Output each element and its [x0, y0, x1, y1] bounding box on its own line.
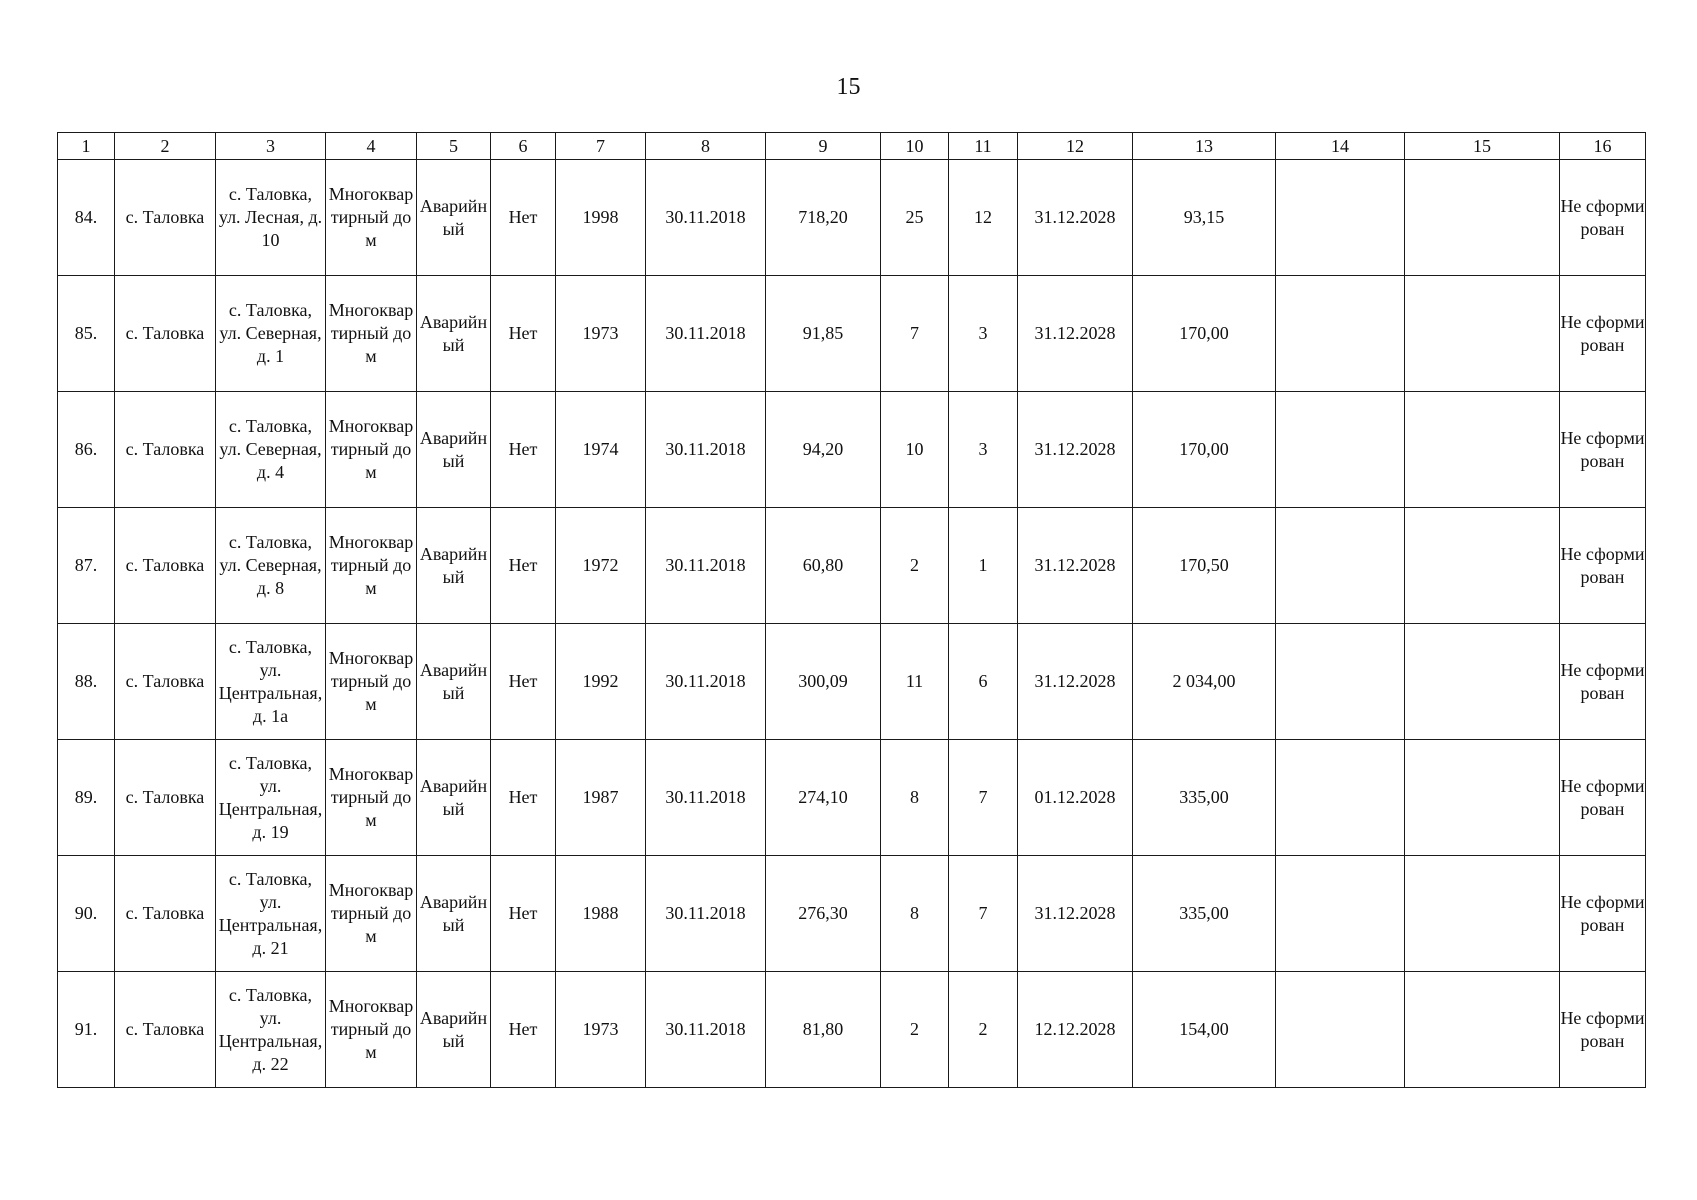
residents-cell: 2 — [881, 508, 949, 624]
residents-cell: 10 — [881, 392, 949, 508]
premises-cell: 7 — [949, 740, 1018, 856]
area-cell: 300,09 — [766, 624, 881, 740]
status-cell: Не сформирован — [1560, 856, 1646, 972]
column-header: 10 — [881, 133, 949, 160]
address-cell: с. Таловка, ул. Лесная, д. 10 — [216, 160, 326, 276]
empty-cell — [1405, 508, 1560, 624]
settlement-cell: с. Таловка — [115, 276, 216, 392]
state-cell: Аварийный — [417, 508, 491, 624]
row-number-cell: 91. — [58, 972, 115, 1088]
row-number-cell: 89. — [58, 740, 115, 856]
recognized-date-cell: 30.11.2018 — [646, 624, 766, 740]
empty-cell — [1276, 392, 1405, 508]
house-type-cell: Многоквартирный дом — [326, 508, 417, 624]
cost-cell: 170,50 — [1133, 508, 1276, 624]
year-cell: 1988 — [556, 856, 646, 972]
empty-cell — [1276, 624, 1405, 740]
page-number: 15 — [836, 74, 861, 100]
residents-cell: 8 — [881, 856, 949, 972]
empty-cell — [1276, 856, 1405, 972]
settlement-cell: с. Таловка — [115, 856, 216, 972]
relocation-date-cell: 31.12.2028 — [1018, 160, 1133, 276]
column-header: 8 — [646, 133, 766, 160]
area-cell: 276,30 — [766, 856, 881, 972]
table-row — [58, 856, 1646, 972]
table-row — [58, 508, 1646, 624]
column-number-row — [58, 133, 1646, 160]
status-cell: Не сформирован — [1560, 160, 1646, 276]
table-row — [58, 624, 1646, 740]
residents-cell: 7 — [881, 276, 949, 392]
relocation-date-cell: 01.12.2028 — [1018, 740, 1133, 856]
year-cell: 1974 — [556, 392, 646, 508]
residents-cell: 25 — [881, 160, 949, 276]
column-header: 4 — [326, 133, 417, 160]
house-type-cell: Многоквартирный дом — [326, 160, 417, 276]
column-header: 15 — [1405, 133, 1560, 160]
address-cell: с. Таловка, ул. Центральная, д. 22 — [216, 972, 326, 1088]
flag-cell: Нет — [491, 624, 556, 740]
empty-cell — [1276, 508, 1405, 624]
empty-cell — [1276, 972, 1405, 1088]
address-cell: с. Таловка, ул. Центральная, д. 1а — [216, 624, 326, 740]
column-header: 14 — [1276, 133, 1405, 160]
area-cell: 60,80 — [766, 508, 881, 624]
table-row — [58, 276, 1646, 392]
flag-cell: Нет — [491, 276, 556, 392]
table-row — [58, 160, 1646, 276]
empty-cell — [1405, 740, 1560, 856]
house-type-cell: Многоквартирный дом — [326, 276, 417, 392]
state-cell: Аварийный — [417, 856, 491, 972]
state-cell: Аварийный — [417, 972, 491, 1088]
table-header — [58, 133, 1646, 160]
cost-cell: 93,15 — [1133, 160, 1276, 276]
settlement-cell: с. Таловка — [115, 392, 216, 508]
house-type-cell: Многоквартирный дом — [326, 856, 417, 972]
area-cell: 274,10 — [766, 740, 881, 856]
state-cell: Аварийный — [417, 624, 491, 740]
relocation-date-cell: 12.12.2028 — [1018, 972, 1133, 1088]
empty-cell — [1405, 276, 1560, 392]
table-body — [58, 160, 1646, 1088]
flag-cell: Нет — [491, 740, 556, 856]
column-header: 1 — [58, 133, 115, 160]
column-header: 6 — [491, 133, 556, 160]
column-header: 13 — [1133, 133, 1276, 160]
status-cell: Не сформирован — [1560, 972, 1646, 1088]
premises-cell: 3 — [949, 392, 1018, 508]
recognized-date-cell: 30.11.2018 — [646, 160, 766, 276]
column-header: 5 — [417, 133, 491, 160]
relocation-date-cell: 31.12.2028 — [1018, 392, 1133, 508]
status-cell: Не сформирован — [1560, 624, 1646, 740]
row-number-cell: 88. — [58, 624, 115, 740]
recognized-date-cell: 30.11.2018 — [646, 392, 766, 508]
year-cell: 1973 — [556, 972, 646, 1088]
settlement-cell: с. Таловка — [115, 160, 216, 276]
row-number-cell: 87. — [58, 508, 115, 624]
residents-cell: 8 — [881, 740, 949, 856]
empty-cell — [1276, 740, 1405, 856]
premises-cell: 6 — [949, 624, 1018, 740]
year-cell: 1998 — [556, 160, 646, 276]
year-cell: 1972 — [556, 508, 646, 624]
recognized-date-cell: 30.11.2018 — [646, 276, 766, 392]
area-cell: 91,85 — [766, 276, 881, 392]
settlement-cell: с. Таловка — [115, 624, 216, 740]
area-cell: 718,20 — [766, 160, 881, 276]
status-cell: Не сформирован — [1560, 508, 1646, 624]
column-header: 12 — [1018, 133, 1133, 160]
status-cell: Не сформирован — [1560, 276, 1646, 392]
relocation-date-cell: 31.12.2028 — [1018, 276, 1133, 392]
relocation-date-cell: 31.12.2028 — [1018, 508, 1133, 624]
year-cell: 1987 — [556, 740, 646, 856]
area-cell: 81,80 — [766, 972, 881, 1088]
flag-cell: Нет — [491, 160, 556, 276]
state-cell: Аварийный — [417, 740, 491, 856]
column-header: 3 — [216, 133, 326, 160]
state-cell: Аварийный — [417, 160, 491, 276]
empty-cell — [1405, 972, 1560, 1088]
empty-cell — [1405, 624, 1560, 740]
column-header: 2 — [115, 133, 216, 160]
empty-cell — [1276, 276, 1405, 392]
housing-registry-table — [57, 132, 1646, 1088]
row-number-cell: 86. — [58, 392, 115, 508]
house-type-cell: Многоквартирный дом — [326, 392, 417, 508]
column-header: 11 — [949, 133, 1018, 160]
address-cell: с. Таловка, ул. Северная, д. 8 — [216, 508, 326, 624]
status-cell: Не сформирован — [1560, 740, 1646, 856]
state-cell: Аварийный — [417, 276, 491, 392]
house-type-cell: Многоквартирный дом — [326, 624, 417, 740]
residents-cell: 11 — [881, 624, 949, 740]
recognized-date-cell: 30.11.2018 — [646, 856, 766, 972]
cost-cell: 335,00 — [1133, 740, 1276, 856]
flag-cell: Нет — [491, 856, 556, 972]
column-header: 9 — [766, 133, 881, 160]
table-row — [58, 972, 1646, 1088]
empty-cell — [1405, 856, 1560, 972]
settlement-cell: с. Таловка — [115, 740, 216, 856]
relocation-date-cell: 31.12.2028 — [1018, 624, 1133, 740]
empty-cell — [1276, 160, 1405, 276]
premises-cell: 7 — [949, 856, 1018, 972]
cost-cell: 170,00 — [1133, 276, 1276, 392]
house-type-cell: Многоквартирный дом — [326, 972, 417, 1088]
residents-cell: 2 — [881, 972, 949, 1088]
settlement-cell: с. Таловка — [115, 972, 216, 1088]
column-header: 16 — [1560, 133, 1646, 160]
flag-cell: Нет — [491, 508, 556, 624]
flag-cell: Нет — [491, 972, 556, 1088]
status-cell: Не сформирован — [1560, 392, 1646, 508]
state-cell: Аварийный — [417, 392, 491, 508]
row-number-cell: 90. — [58, 856, 115, 972]
table-row — [58, 392, 1646, 508]
address-cell: с. Таловка, ул. Центральная, д. 19 — [216, 740, 326, 856]
year-cell: 1973 — [556, 276, 646, 392]
address-cell: с. Таловка, ул. Северная, д. 4 — [216, 392, 326, 508]
column-header: 7 — [556, 133, 646, 160]
cost-cell: 335,00 — [1133, 856, 1276, 972]
area-cell: 94,20 — [766, 392, 881, 508]
cost-cell: 2 034,00 — [1133, 624, 1276, 740]
table-row — [58, 740, 1646, 856]
premises-cell: 1 — [949, 508, 1018, 624]
empty-cell — [1405, 160, 1560, 276]
premises-cell: 3 — [949, 276, 1018, 392]
premises-cell: 12 — [949, 160, 1018, 276]
recognized-date-cell: 30.11.2018 — [646, 508, 766, 624]
address-cell: с. Таловка, ул. Центральная, д. 21 — [216, 856, 326, 972]
settlement-cell: с. Таловка — [115, 508, 216, 624]
relocation-date-cell: 31.12.2028 — [1018, 856, 1133, 972]
premises-cell: 2 — [949, 972, 1018, 1088]
address-cell: с. Таловка, ул. Северная, д. 1 — [216, 276, 326, 392]
empty-cell — [1405, 392, 1560, 508]
cost-cell: 170,00 — [1133, 392, 1276, 508]
recognized-date-cell: 30.11.2018 — [646, 740, 766, 856]
flag-cell: Нет — [491, 392, 556, 508]
recognized-date-cell: 30.11.2018 — [646, 972, 766, 1088]
house-type-cell: Многоквартирный дом — [326, 740, 417, 856]
cost-cell: 154,00 — [1133, 972, 1276, 1088]
row-number-cell: 84. — [58, 160, 115, 276]
row-number-cell: 85. — [58, 276, 115, 392]
year-cell: 1992 — [556, 624, 646, 740]
